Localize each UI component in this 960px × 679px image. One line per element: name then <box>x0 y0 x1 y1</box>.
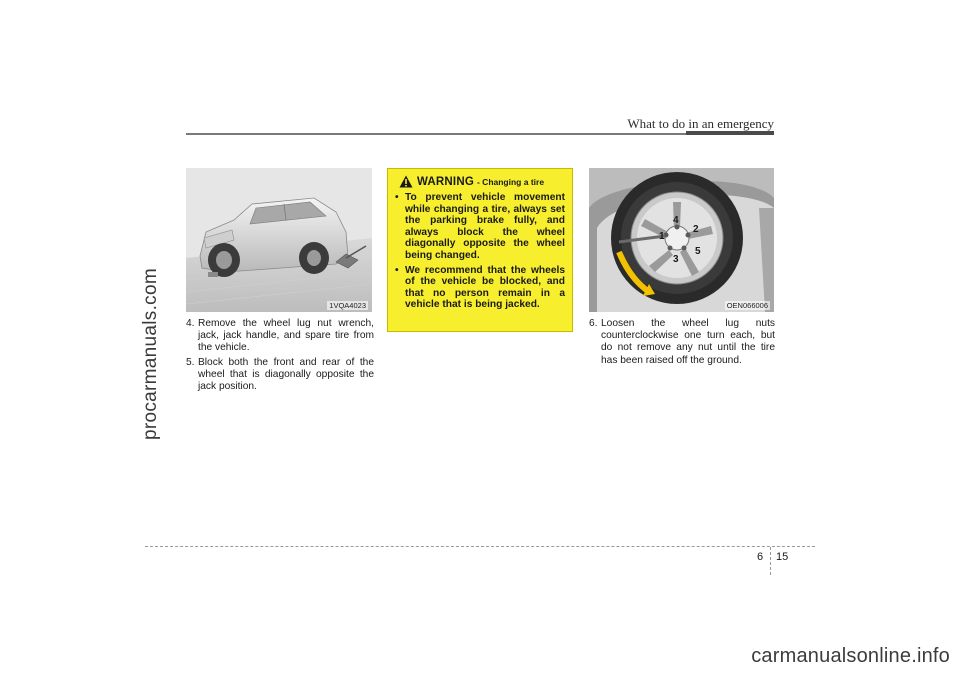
bullet: • <box>395 264 399 276</box>
steps-left <box>186 318 374 395</box>
figure-code: OEN066006 <box>726 301 768 310</box>
footer-divider <box>770 547 771 575</box>
footer-watermark: carmanualsonline.info <box>751 645 950 667</box>
step-text: Remove the wheel lug nut wrench, jack, jack handle, and spare tire from the vehicle. <box>198 318 374 354</box>
step-text: Block both the front and rear of the wheel that is diagonally opposite the jack position. <box>198 356 374 393</box>
figure-wheel <box>589 168 774 312</box>
nut-label-5: 5 <box>695 246 701 257</box>
nut-label-4: 4 <box>673 215 679 226</box>
warning-item <box>395 265 565 311</box>
bullet: • <box>395 192 399 203</box>
side-watermark: procarmanuals.com <box>140 268 161 440</box>
warning-box <box>387 168 573 332</box>
step-item <box>589 318 775 367</box>
warning-text: To prevent vehicle movement while changing a tire, always set the parking brake fully, and always block the wheel diagonally opposite the wheel being changed. <box>405 192 565 261</box>
warning-text: We recommend that the wheels of the vehicle be blocked, and that no person remain in a vehicle that is being jacked. <box>405 264 565 311</box>
figure-code: 1VQA4023 <box>329 301 366 310</box>
footer-rule <box>145 546 815 547</box>
nut-label-3: 3 <box>673 254 679 265</box>
warning-subtitle: - Changing a tire <box>476 176 545 187</box>
steps-right <box>589 318 775 369</box>
car-on-jack-illustration <box>186 168 372 312</box>
warning-triangle-icon <box>399 175 413 188</box>
step-text: Loosen the wheel lug nuts counterclockwise one turn each, but do not remove any nut until the tire has been raised off the ground. <box>601 318 775 366</box>
nut-label-1: 1 <box>659 231 665 242</box>
warning-list <box>395 192 565 311</box>
step-item <box>186 357 374 394</box>
page-header-title: What to do in an emergency <box>627 116 774 131</box>
warning-item <box>395 192 565 262</box>
step-number: 6. <box>589 318 598 329</box>
step-number: 4. <box>186 318 195 329</box>
warning-header <box>399 175 565 188</box>
page-number: 15 <box>776 551 789 563</box>
header-rule-accent <box>686 131 774 135</box>
nut-label-2: 2 <box>693 224 699 235</box>
step-item <box>186 318 374 355</box>
page-section-number: 6 <box>757 551 764 563</box>
figure-car-on-jack <box>186 168 372 312</box>
warning-title: WARNING <box>417 175 474 188</box>
step-number: 5. <box>186 356 195 368</box>
wheel-lug-nut-illustration <box>589 168 774 312</box>
